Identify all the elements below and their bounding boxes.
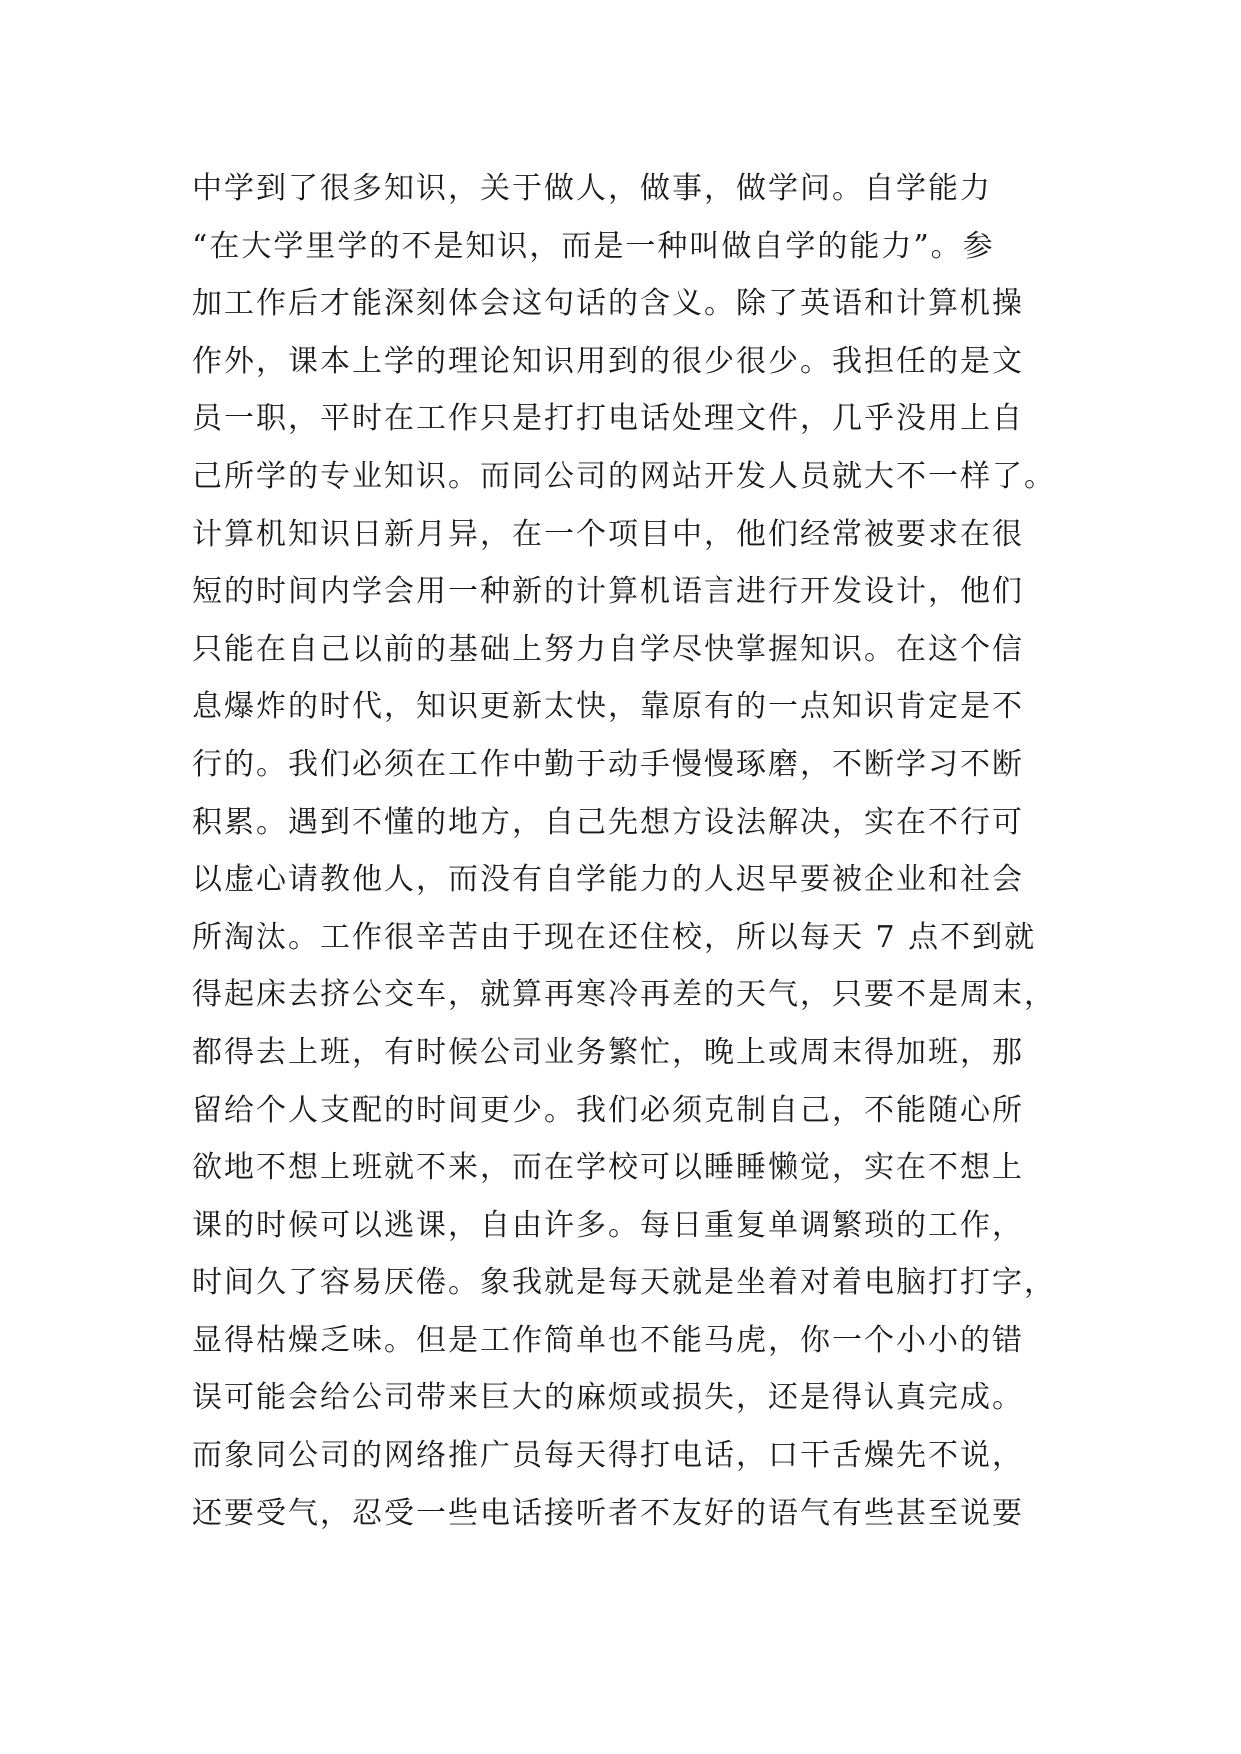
text-line: 得起床去挤公交车，就算再寒冷再差的天气，只要不是周末， <box>192 977 1056 1013</box>
text-line: 课的时候可以逃课，自由许多。每日重复单调繁琐的工作， <box>192 1207 1024 1243</box>
text-line: 以虚心请教他人，而没有自学能力的人迟早要被企业和社会 <box>192 862 1024 898</box>
text-line: 中学到了很多知识，关于做人，做事，做学问。自学能力 <box>192 171 992 206</box>
body-text <box>192 160 1072 1542</box>
text-line: 还要受气，忍受一些电话接听者不友好的语气有些甚至说要 <box>192 1495 1024 1531</box>
text-line: 加工作后才能深刻体会这句话的含义。除了英语和计算机操 <box>192 286 1024 322</box>
text-line: 短的时间内学会用一种新的计算机语言进行开发设计，他们 <box>192 574 1024 610</box>
text-line: 显得枯燥乏味。但是工作简单也不能马虎，你一个小小的错 <box>192 1322 1024 1358</box>
text-line: 员一职，平时在工作只是打打电话处理文件，几乎没用上自 <box>192 401 1024 437</box>
text-line: 息爆炸的时代，知识更新太快，靠原有的一点知识肯定是不 <box>192 689 1024 725</box>
text-line: 时间久了容易厌倦。象我就是每天就是坐着对着电脑打打字， <box>192 1265 1056 1301</box>
text-line: 都得去上班，有时候公司业务繁忙，晚上或周末得加班，那 <box>192 1034 1024 1070</box>
text-line: 作外，课本上学的理论知识用到的很少很少。我担任的是文 <box>192 343 1024 379</box>
text-line: 而象同公司的网络推广员每天得打电话，口干舌燥先不说， <box>192 1438 1024 1474</box>
text-line: 计算机知识日新月异，在一个项目中，他们经常被要求在很 <box>192 516 1024 552</box>
text-line: 只能在自己以前的基础上努力自学尽快掌握知识。在这个信 <box>192 631 1024 667</box>
text-line: 误可能会给公司带来巨大的麻烦或损失，还是得认真完成。 <box>192 1380 1024 1416</box>
text-line: 留给个人支配的时间更少。我们必须克制自己，不能随心所 <box>192 1092 1024 1128</box>
text-line: 欲地不想上班就不来，而在学校可以睡睡懒觉，实在不想上 <box>192 1150 1024 1186</box>
text-line: “在大学里学的不是知识，而是一种叫做自学的能力”。参 <box>192 228 995 264</box>
text-line: 积累。遇到不懂的地方，自己先想方设法解决，实在不行可 <box>192 804 1024 840</box>
text-line: 己所学的专业知识。而同公司的网站开发人员就大不一样了。 <box>192 458 1056 494</box>
text-line: 行的。我们必须在工作中勤于动手慢慢琢磨，不断学习不断 <box>192 746 1024 782</box>
text-line: 所淘汰。工作很辛苦由于现在还住校，所以每天 7 点不到就 <box>192 919 1037 955</box>
